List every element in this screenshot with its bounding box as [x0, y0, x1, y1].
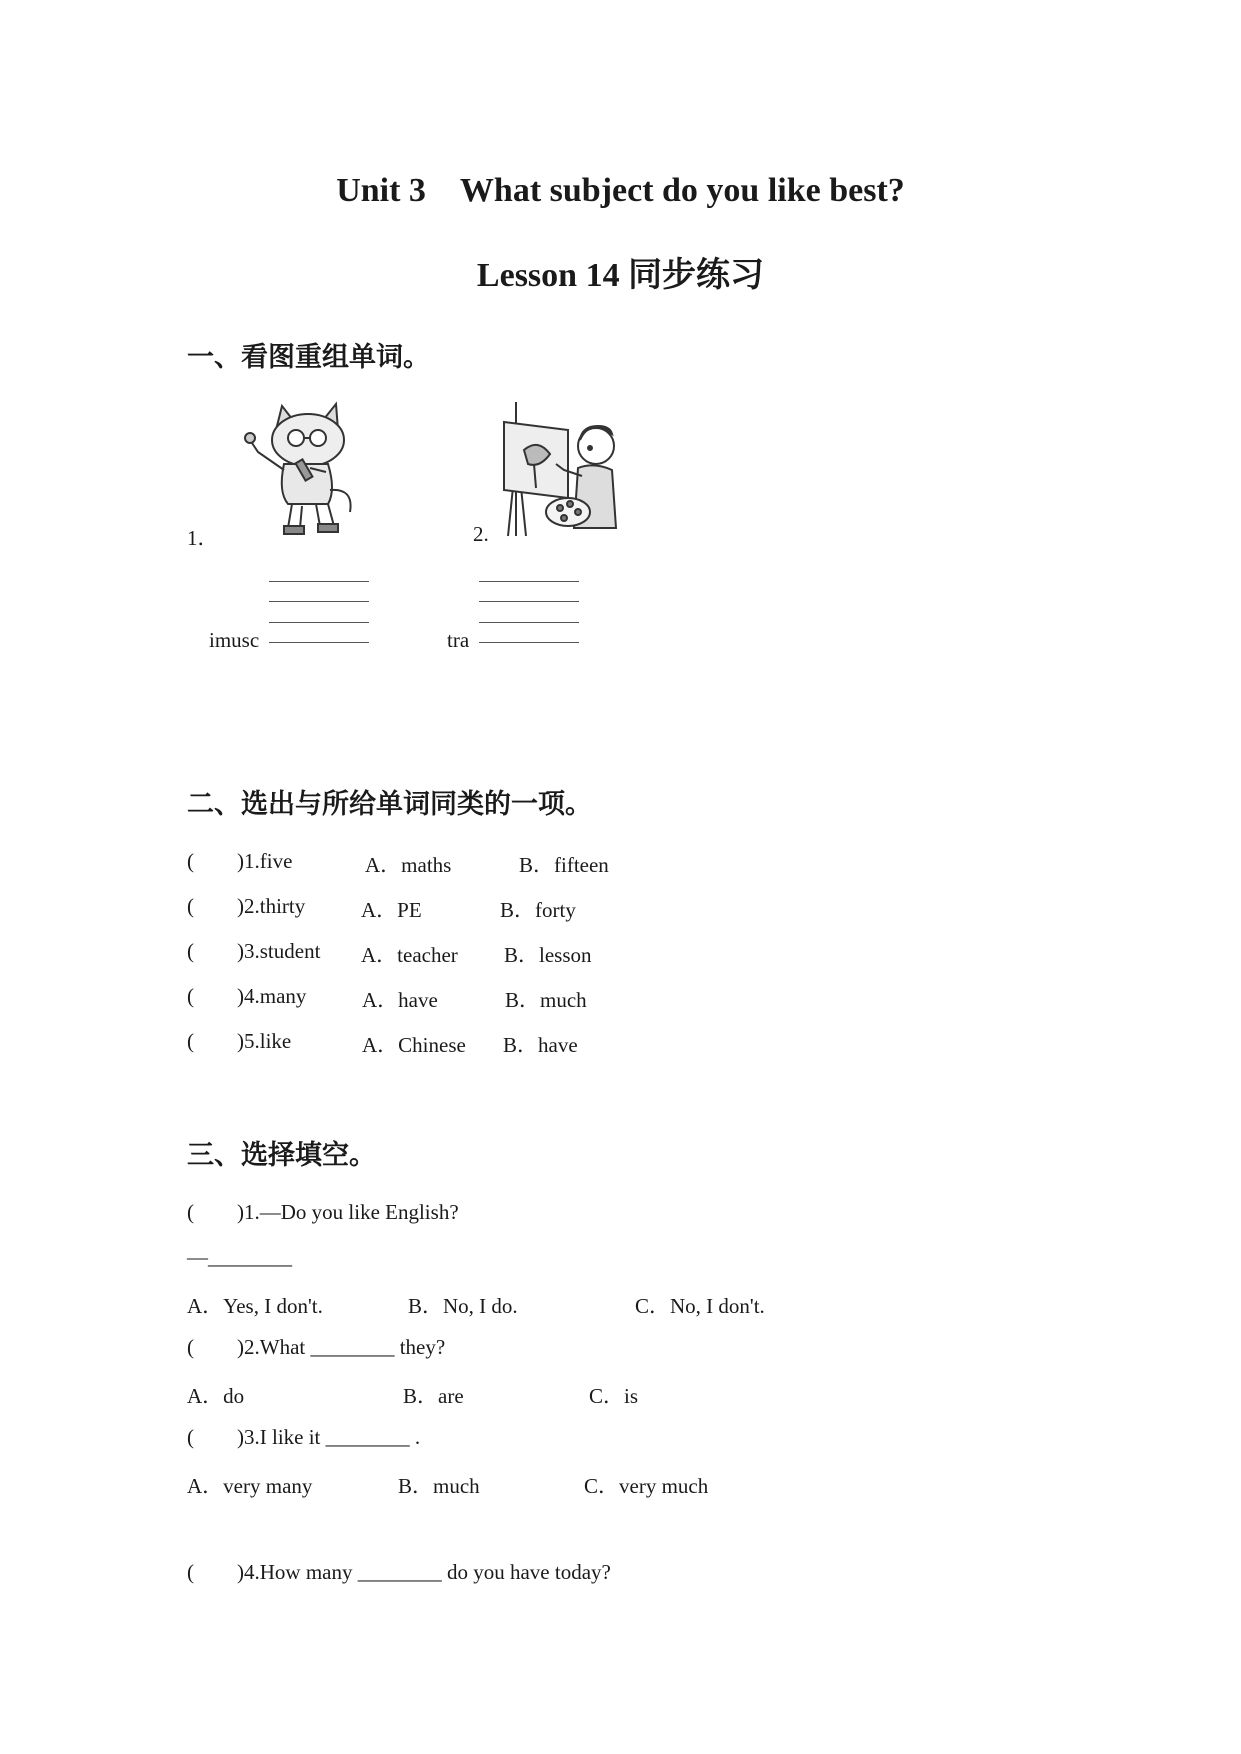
option-c: C．very much: [584, 1474, 709, 1498]
answer-blank: —________: [187, 1245, 292, 1269]
option-a: A．Yes, I don't.: [187, 1294, 323, 1318]
option-b: B．are: [403, 1384, 464, 1408]
paren: (: [187, 1560, 194, 1584]
section3-heading: 三、选择填空。: [187, 1140, 376, 1171]
paren: (: [187, 1029, 194, 1053]
boy-painting-icon: [494, 398, 622, 540]
answer-line[interactable]: [269, 642, 369, 643]
option-a: A．very many: [187, 1474, 313, 1498]
option-a: A．PE: [361, 898, 422, 922]
option-a: A．maths: [365, 853, 452, 877]
question-text: )2.thirty: [237, 894, 306, 918]
answer-line[interactable]: [479, 622, 579, 623]
question-text: )1.—Do you like English?: [237, 1200, 459, 1224]
item-2-number: 2.: [473, 522, 489, 546]
option-b: B．much: [398, 1474, 480, 1498]
paren: (: [187, 984, 194, 1008]
document-title: Unit 3 What subject do you like best?: [336, 172, 905, 209]
paren: (: [187, 939, 194, 963]
paren: (: [187, 894, 194, 918]
question-text: )3.I like it ________ .: [237, 1425, 421, 1449]
question-text: )5.like: [237, 1029, 292, 1053]
option-c: C．is: [589, 1384, 639, 1408]
answer-line[interactable]: [479, 581, 579, 582]
option-b: B．much: [505, 988, 587, 1012]
answer-line[interactable]: [269, 601, 369, 602]
option-b: B．have: [503, 1033, 578, 1057]
question-text: )1.five: [237, 849, 293, 873]
option-c: C．No, I don't.: [635, 1294, 765, 1318]
section1-heading: 一、看图重组单词。: [187, 342, 430, 373]
paren: (: [187, 849, 194, 873]
item-1-number: 1．: [187, 526, 219, 550]
option-a: A．do: [187, 1384, 245, 1408]
question-text: )4.How many ________ do you have today?: [237, 1560, 611, 1584]
question-text: )3.student: [237, 939, 321, 963]
option-b: B．fifteen: [519, 853, 609, 877]
paren: (: [187, 1200, 194, 1224]
singing-cat-icon: [238, 400, 368, 540]
option-b: B．No, I do.: [408, 1294, 518, 1318]
paren: (: [187, 1335, 194, 1359]
scrambled-word-1: imusc: [209, 628, 260, 652]
answer-line[interactable]: [479, 642, 579, 643]
scrambled-word-2: tra: [447, 628, 470, 652]
option-b: B．forty: [500, 898, 576, 922]
question-text: )4.many: [237, 984, 307, 1008]
option-a: A．have: [362, 988, 438, 1012]
option-b: B．lesson: [504, 943, 592, 967]
option-a: A．Chinese: [362, 1033, 466, 1057]
option-a: A．teacher: [361, 943, 458, 967]
answer-line[interactable]: [479, 601, 579, 602]
question-text: )2.What ________ they?: [237, 1335, 446, 1359]
answer-line[interactable]: [269, 622, 369, 623]
lesson-subtitle: Lesson 14 同步练习: [476, 257, 765, 294]
paren: (: [187, 1425, 194, 1449]
section2-heading: 二、选出与所给单词同类的一项。: [187, 789, 592, 820]
answer-line[interactable]: [269, 581, 369, 582]
